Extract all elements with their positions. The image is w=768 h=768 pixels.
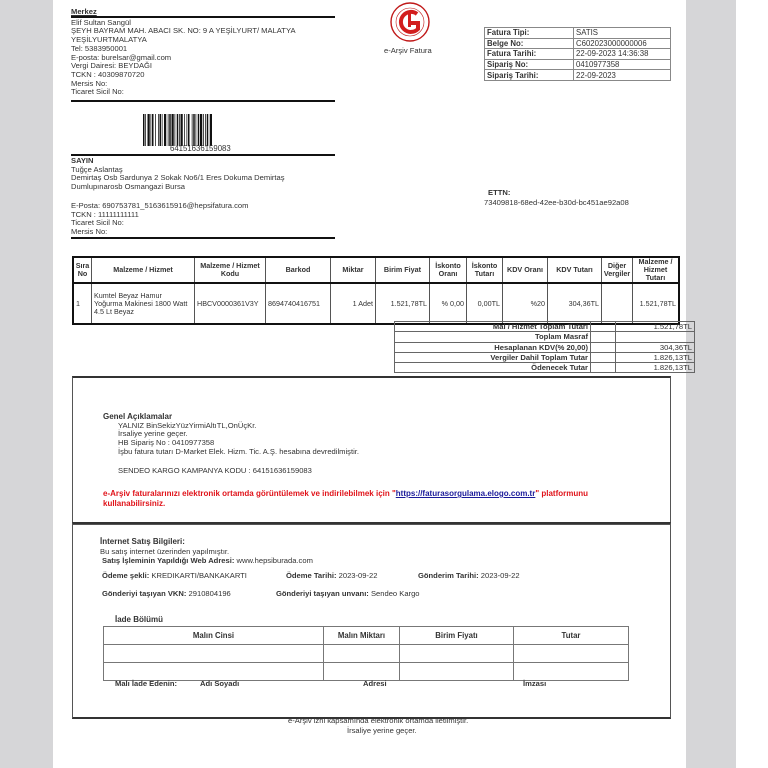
seller-tckn: TCKN : 40309870720 — [71, 69, 145, 79]
internet-sale-line1: Bu satış internet üzerinden yapılmıştır. — [100, 547, 230, 556]
portal-notice — [103, 490, 663, 508]
totals-gap — [591, 352, 616, 362]
info-value: C602023000000006 — [574, 38, 671, 49]
seller-email: E-posta: burelsar@gmail.com — [71, 52, 172, 62]
carrier-vkn-value: 2910804196 — [188, 589, 231, 598]
col-header: KDV Tutarı — [548, 257, 602, 283]
col-header: KDV Oranı — [503, 257, 548, 283]
info-label: Fatura Tipi: — [485, 28, 574, 39]
buyer-heading: SAYIN — [71, 156, 94, 165]
totals-value — [616, 332, 695, 342]
seller-bottom-rule — [71, 100, 335, 102]
barcode-bar — [172, 114, 174, 146]
col-header: Barkod — [266, 257, 331, 283]
return-col-header: Malın Miktarı — [324, 627, 400, 645]
totals-label: Toplam Masraf — [395, 332, 591, 342]
portal-link[interactable]: https://faturasorgulama.elogo.com.tr — [395, 489, 536, 498]
notes-heading: Genel Açıklamalar — [103, 412, 173, 421]
ship-date-label: Gönderim Tarihi: — [418, 571, 479, 580]
barcode-bar — [187, 114, 188, 146]
seller-tax-office: Vergi Dairesi: BEYDAĞI — [71, 61, 153, 71]
col-header: İskonto Oranı — [430, 257, 467, 283]
ettn-value: 73409818-68ed-42ee-b30d-bc451ae92a08 — [484, 198, 629, 207]
return-header-row — [104, 627, 629, 645]
items-table — [72, 256, 680, 325]
note-line: YALNIZ BinSekizYüzYirmiAltıTL,OnÜçKr. — [118, 420, 257, 430]
seller-address-1: ŞEYH BAYRAM MAH. ABACI SK. NO: 9 A YEŞİLYURT/ MALATYA — [71, 26, 296, 36]
info-row — [485, 28, 671, 39]
barcode-bar — [143, 114, 145, 146]
col-header: Sıra No — [73, 257, 92, 283]
seller-address-2: YEŞİLYURTMALATYA — [71, 35, 147, 45]
return-cell — [324, 663, 400, 681]
barcode-bar — [198, 114, 200, 146]
barcode-bar — [205, 114, 206, 146]
buyer-address-1: Demirtaş Osb Sardunya 2 Sokak No6/1 Eres Dokuma Demirtaş — [71, 173, 285, 183]
col-header: Birim Fiyat — [376, 257, 430, 283]
return-cell — [324, 645, 400, 663]
items-header-row — [73, 257, 679, 283]
return-cell — [104, 645, 324, 663]
col-header: Malzeme / Hizmet Tutarı — [633, 257, 680, 283]
portal-text-after: " platformunu — [535, 489, 589, 498]
seller-name: Elif Sultan Sangül — [71, 17, 131, 27]
note-line: İrsaliye yerine geçer. — [118, 429, 188, 439]
seller-tel: Tel: 5383950001 — [71, 43, 128, 53]
totals-label: Ödenecek Tutar — [395, 363, 591, 373]
info-row — [485, 49, 671, 60]
cell-product: Kumtel Beyaz Hamur Yoğurma Makinesi 1800 Watt 4.5 Lt Beyaz — [92, 283, 195, 324]
info-row — [485, 70, 671, 81]
barcode-bar — [175, 114, 176, 146]
totals-gap — [591, 363, 616, 373]
info-label: Fatura Tarihi: — [485, 49, 574, 60]
totals-value: 1.826,13TL — [616, 363, 695, 373]
return-cell — [400, 663, 514, 681]
barcode-bar — [193, 114, 195, 146]
buyer-bottom-rule — [71, 237, 335, 239]
address-label: Adresi — [363, 679, 387, 688]
ettn-label: ETTN: — [488, 188, 511, 197]
background-left — [0, 0, 53, 768]
return-cell — [514, 645, 629, 663]
return-cell — [104, 663, 324, 681]
table-row — [104, 645, 629, 663]
payment-label: Ödeme şekli: — [102, 571, 150, 580]
cell-discount-amount: 0,00TL — [467, 283, 503, 324]
info-label: Belge No: — [485, 38, 574, 49]
cell-other-taxes — [602, 283, 633, 324]
note-line: HB Sipariş No : 0410977358 — [118, 438, 215, 448]
info-label: Sipariş No: — [485, 59, 574, 70]
info-value: SATIS — [574, 28, 671, 39]
return-col-header: Tutar — [514, 627, 629, 645]
payment-value: KREDIKARTI/BANKAKARTI — [151, 571, 247, 580]
barcode-bar — [177, 114, 179, 146]
totals-gap — [591, 322, 616, 332]
barcode-bar — [164, 114, 166, 146]
gib-logo — [380, 2, 440, 44]
col-header: Miktar — [331, 257, 376, 283]
cell-vat-rate: %20 — [503, 283, 548, 324]
cell-barcode: 8694740416751 — [266, 283, 331, 324]
barcode-bar — [160, 114, 162, 146]
buyer-email: E-Posta: 690753781_5163615916@hepsifatura.com — [71, 200, 249, 210]
footer-line1: e-Arşiv izni kapsamında elektronik ortamda iletilmiştir. — [288, 716, 469, 725]
totals-label: Mal / Hizmet Toplam Tutarı — [395, 322, 591, 332]
e-arsiv-caption: e-Arşiv Fatura — [384, 46, 432, 55]
totals-gap — [591, 332, 616, 342]
footer-line2: İrsaliye yerine geçer. — [347, 726, 417, 735]
cell-index: 1 — [73, 283, 92, 324]
web-label: Satış İşleminin Yapıldığı Web Adresi: — [102, 556, 235, 565]
ship-date-value: 2023-09-22 — [480, 571, 520, 580]
web-value: www.hepsiburada.com — [236, 556, 313, 565]
totals-row — [395, 352, 695, 362]
info-row — [485, 38, 671, 49]
barcode-bar — [162, 114, 163, 146]
totals-row — [395, 322, 695, 332]
barcode-bar — [155, 114, 156, 146]
info-value: 22-09-2023 — [574, 70, 671, 81]
barcode-bar — [151, 114, 152, 146]
barcode-number: 64151636159083 — [170, 144, 231, 153]
barcode-bar — [210, 114, 212, 146]
buyer-mersis: Mersis No: — [71, 226, 108, 236]
cell-quantity: 1 Adet — [331, 283, 376, 324]
invoice-info-table — [484, 27, 671, 81]
barcode-bar — [169, 114, 171, 146]
barcode-bar — [200, 114, 202, 146]
pay-date-value: 2023-09-22 — [338, 571, 378, 580]
returned-by-label: Malı İade Edenin: — [115, 679, 178, 688]
cell-vat-amount: 304,36TL — [548, 283, 602, 324]
barcode-bar — [158, 114, 159, 146]
buyer-tckn: TCKN : 11111111111 — [71, 209, 139, 219]
barcode-bar — [179, 114, 180, 146]
seller-trade-reg: Ticaret Sicil No: — [71, 87, 124, 97]
return-heading: İade Bölümü — [115, 615, 164, 624]
seller-block — [71, 8, 296, 97]
barcode-bar — [145, 114, 146, 146]
cell-code: HBCV0000361V3Y — [195, 283, 266, 324]
barcode-bar — [196, 114, 197, 146]
return-cell — [400, 645, 514, 663]
return-col-header: Birim Fiyatı — [400, 627, 514, 645]
portal-text-line2: kullanabilirsiniz. — [103, 498, 166, 508]
carrier-vkn-label: Gönderiyi taşıyan VKN: — [102, 589, 187, 598]
buyer-name: Tuğçe Aslantaş — [71, 164, 123, 174]
buyer-top-rule — [71, 154, 335, 156]
internet-sale-heading: İnternet Satış Bilgileri: — [100, 537, 185, 546]
background-right — [686, 0, 736, 768]
totals-value: 304,36TL — [616, 342, 695, 352]
info-value: 0410977358 — [574, 59, 671, 70]
barcode-bar — [168, 114, 169, 146]
totals-row — [395, 342, 695, 352]
pay-date-label: Ödeme Tarihi: — [286, 571, 337, 580]
note-line: İşbu fatura tutarı D-Market Elek. Hizm. Tic. A.Ş. hesabına devredilmiştir. — [118, 446, 359, 456]
info-label: Sipariş Tarihi: — [485, 70, 574, 81]
barcode-icon — [143, 114, 239, 146]
totals-table — [394, 321, 695, 373]
cell-line-total: 1.521,78TL — [633, 283, 680, 324]
name-surname-label: Adı Soyadı — [200, 679, 240, 688]
totals-label: Vergiler Dahil Toplam Tutar — [395, 352, 591, 362]
carrier-name-label: Gönderiyi taşıyan unvanı: — [276, 589, 369, 598]
totals-value: 1.521,78TL — [616, 322, 695, 332]
totals-gap — [591, 342, 616, 352]
info-value: 22-09-2023 14:36:38 — [574, 49, 671, 60]
return-table — [103, 626, 629, 681]
barcode-bar — [148, 114, 150, 146]
table-row — [104, 663, 629, 681]
info-row — [485, 59, 671, 70]
return-col-header: Malın Cinsi — [104, 627, 324, 645]
carrier-name-value: Sendeo Kargo — [370, 589, 420, 598]
barcode-bar — [188, 114, 190, 146]
note-line: SENDEO KARGO KAMPANYA KODU : 64151636159083 — [118, 465, 312, 475]
buyer-address-2: Dumlupınarosb Osmangazi Bursa — [71, 182, 185, 192]
seller-heading: Merkez — [71, 7, 97, 16]
buyer-block — [71, 157, 285, 237]
col-header: Malzeme / Hizmet — [92, 257, 195, 283]
totals-row — [395, 332, 695, 342]
barcode-bar — [207, 114, 209, 146]
barcode-bar — [152, 114, 154, 146]
barcode-bar — [181, 114, 183, 146]
seller-mersis: Mersis No: — [71, 78, 108, 88]
totals-label: Hesaplanan KDV(% 20,00) — [395, 342, 591, 352]
col-header: Diğer Vergiler — [602, 257, 633, 283]
barcode-bar — [203, 114, 204, 146]
cell-discount-rate: % 0,00 — [430, 283, 467, 324]
gib-seal-icon — [380, 2, 440, 44]
notes-block — [103, 413, 359, 475]
return-cell — [514, 663, 629, 681]
barcode-bar — [184, 114, 185, 146]
totals-row — [395, 363, 695, 373]
signature-label: İmzası — [523, 679, 547, 688]
col-header: İskonto Tutarı — [467, 257, 503, 283]
portal-text-before: e-Arşiv faturalarınızı elektronik ortamda görüntülemek ve indirilebilmek için " — [103, 489, 396, 498]
barcode-bar — [192, 114, 193, 146]
totals-value: 1.826,13TL — [616, 352, 695, 362]
col-header: Malzeme / Hizmet Kodu — [195, 257, 266, 283]
cell-unit-price: 1.521,78TL — [376, 283, 430, 324]
table-row — [73, 283, 679, 324]
buyer-trade-reg: Ticaret Sicil No: — [71, 218, 124, 228]
